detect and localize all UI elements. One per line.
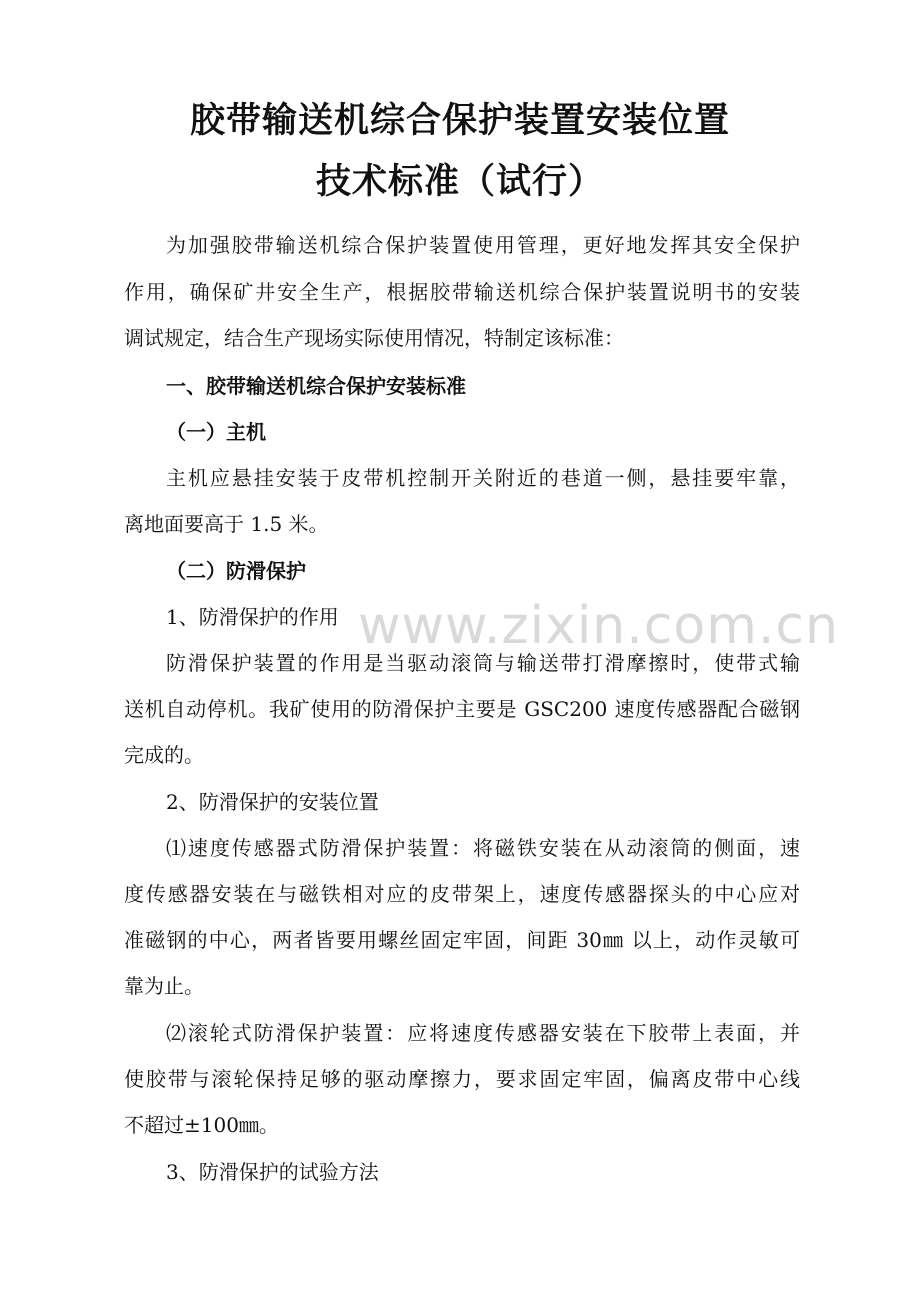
intro-line: 为加强胶带输送机综合保护装置使用管理，更好地发挥其安全保护 <box>166 233 800 257</box>
body-line: 主机应悬挂安装于皮带机控制开关附近的巷道一侧，悬挂要牢靠， <box>166 466 800 490</box>
intro-line: 作用，确保矿井安全生产，根据胶带输送机综合保护装置说明书的安装 <box>124 280 800 304</box>
item-heading: 2、防滑保护的安装位置 <box>166 790 379 814</box>
body-line: 完成的。 <box>124 743 204 767</box>
intro-line: 调试规定，结合生产现场实际使用情况，特制定该标准： <box>124 326 624 350</box>
body-line: 靠为止。 <box>124 974 204 998</box>
body-line: 不超过±100㎜。 <box>124 1113 279 1137</box>
watermark: www.zixin.com.cn <box>358 596 839 656</box>
subsection-heading: （二）防滑保护 <box>166 559 306 583</box>
body-line: 离地面要高于 1.5 米。 <box>124 512 329 536</box>
item-heading: 3、防滑保护的试验方法 <box>166 1160 379 1184</box>
body-line: 防滑保护装置的作用是当驱动滚筒与输送带打滑摩擦时，使带式输 <box>166 651 800 675</box>
section-heading: 一、胶带输送机综合保护安装标准 <box>166 374 466 398</box>
body-line: 准磁钢的中心，两者皆要用螺丝固定牢固，间距 30㎜ 以上，动作灵敏可 <box>124 928 800 952</box>
body-line: 送机自动停机。我矿使用的防滑保护主要是 GSC200 速度传感器配合磁钢 <box>124 697 800 721</box>
body-line: 使胶带与滚轮保持足够的驱动摩擦力，要求固定牢固，偏离皮带中心线 <box>124 1067 800 1091</box>
item-heading: 1、防滑保护的作用 <box>166 605 339 629</box>
body-line: ⑴速度传感器式防滑保护装置：将磁铁安装在从动滚筒的侧面，速 <box>166 836 800 860</box>
document-title-line-1: 胶带输送机综合保护装置安装位置 <box>189 101 730 141</box>
body-line: 度传感器安装在与磁铁相对应的皮带架上，速度传感器探头的中心应对 <box>124 882 800 906</box>
body-line: ⑵滚轮式防滑保护装置：应将速度传感器安装在下胶带上表面，并 <box>166 1021 800 1045</box>
document-title-line-2: 技术标准（试行） <box>315 162 604 202</box>
subsection-heading: （一）主机 <box>166 420 266 444</box>
